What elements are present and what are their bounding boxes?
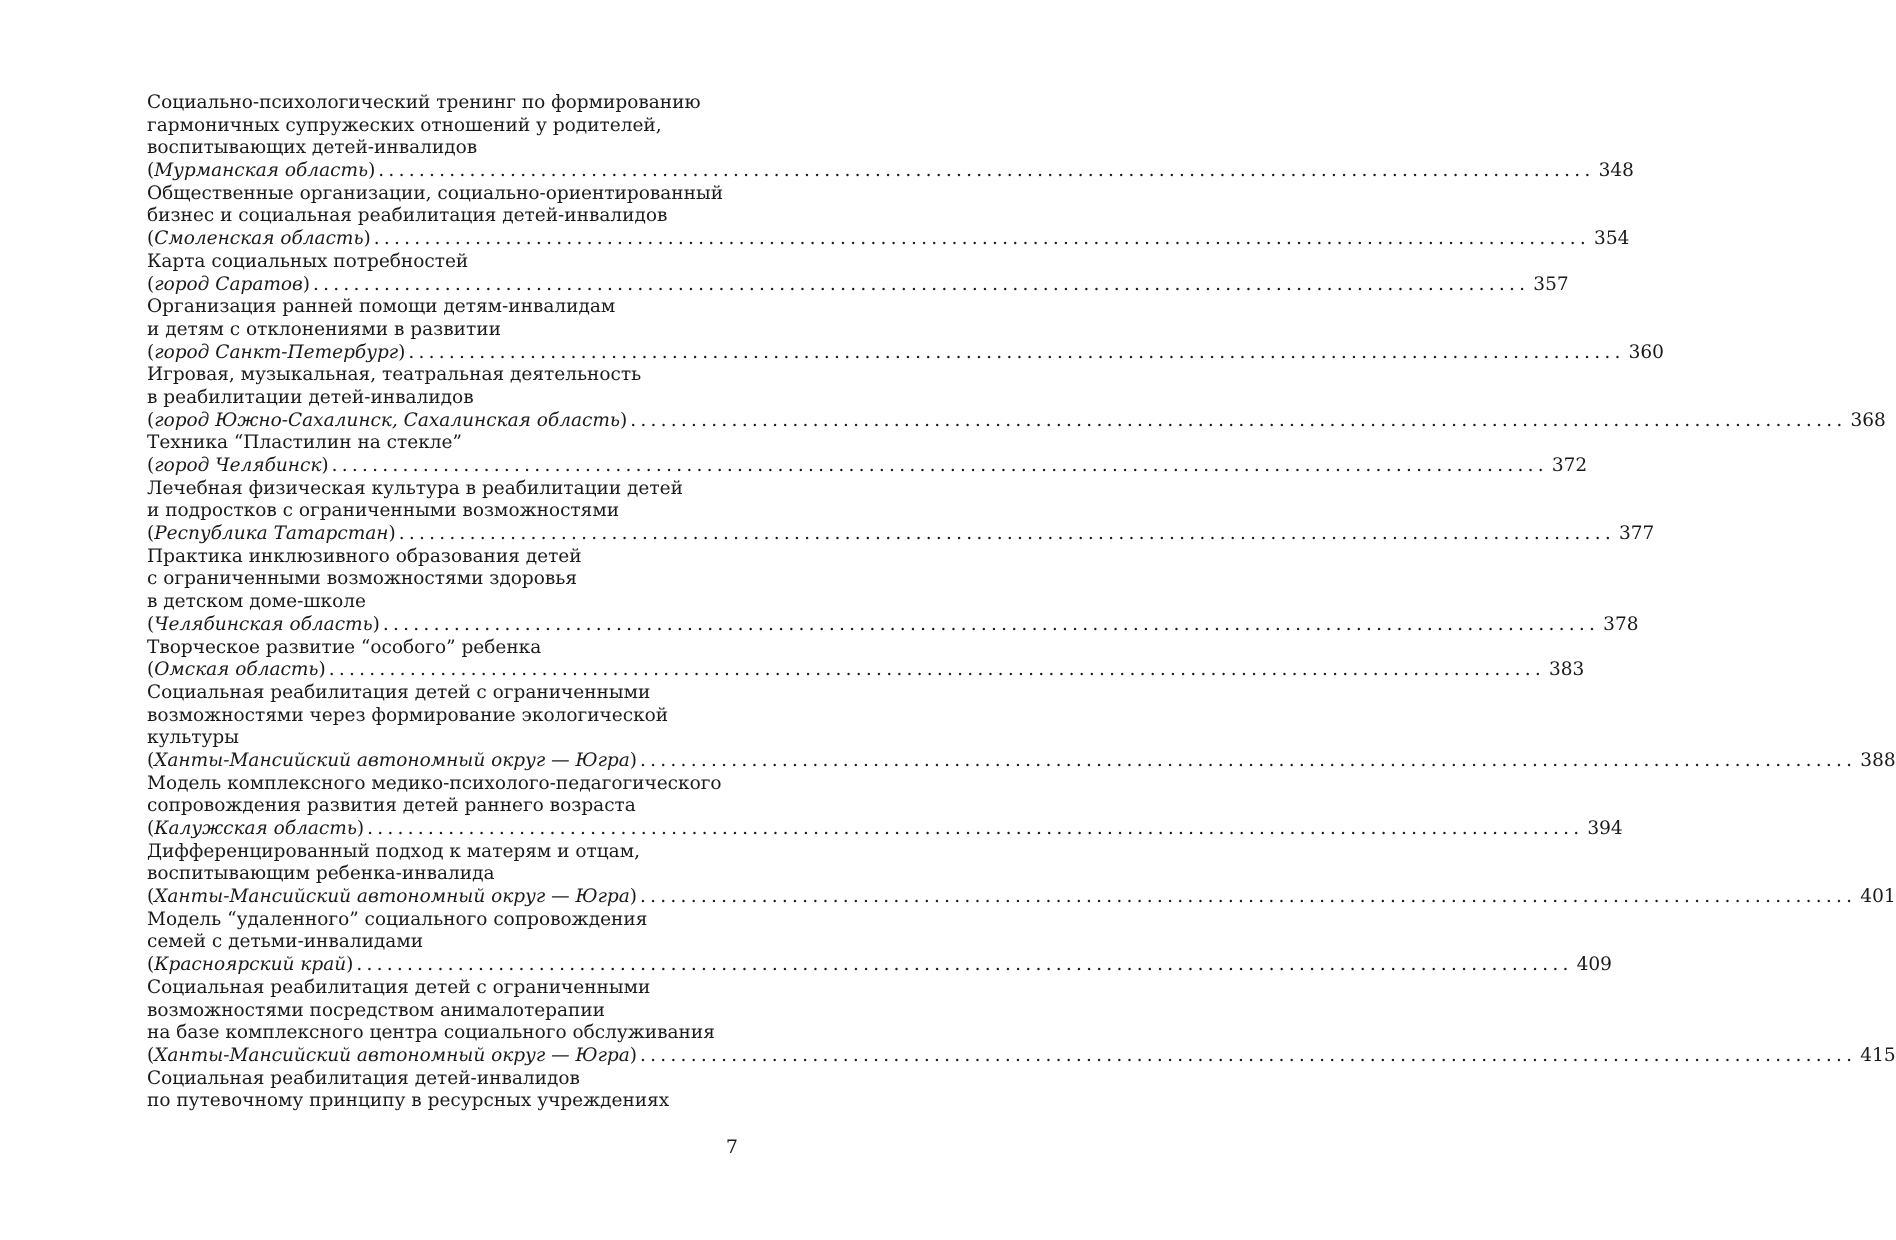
toc-entry-title-line: сопровождения развития детей раннего возраста <box>147 795 636 817</box>
toc-entry <box>147 432 1588 477</box>
toc-entry-reference-line <box>147 228 1630 251</box>
toc-entry-region-wrapper: (Челябинская область) <box>147 613 380 635</box>
toc-entry <box>147 477 1655 546</box>
toc-entry-title-line: Лечебная физическая культура в реабилитации детей <box>147 477 683 499</box>
dot-leader: ........................................................................................................................ <box>382 613 1600 635</box>
toc-entry <box>147 772 1623 841</box>
toc-entry-region-wrapper: (Ханты-Мансийский автономный округ — Югра) <box>147 886 638 908</box>
toc-entry-title-line: Социальная реабилитация детей с ограниченными <box>147 976 651 998</box>
toc-entry-title-line: Общественные организации, социально-ориентированный <box>147 182 724 204</box>
toc-entry <box>147 1068 737 1113</box>
dot-leader: ........................................................................................................................ <box>331 455 1548 476</box>
toc-entry <box>147 545 1639 637</box>
toc-entry-title-line: возможностями через формирование экологической <box>147 704 669 726</box>
toc-entry-title-line: в реабилитации детей-инвалидов <box>147 386 474 408</box>
toc-entry-region: город Южно-Сахалинск, Сахалинская область <box>154 409 620 431</box>
toc-entry-region-wrapper: (город Санкт-Петербург) <box>147 341 406 363</box>
toc-entry-region-wrapper: (Омская область) <box>147 659 326 681</box>
toc-entry-title-line: Модель “удаленного” социального сопровождения <box>147 908 648 930</box>
toc-entry-title-line: бизнес и социальная реабилитация детей-инвалидов <box>147 205 668 227</box>
toc-entry-region: город Саратов <box>154 273 303 295</box>
toc-entry-title-line: гармоничных супружеских отношений у родителей, <box>147 114 662 136</box>
toc-entry-title-line: с ограниченными возможностями здоровья <box>147 568 578 590</box>
toc-entry-page-number: 372 <box>1551 455 1588 476</box>
toc-entry-reference-line <box>147 954 1612 977</box>
toc-entry-reference-line <box>147 818 1623 841</box>
toc-entry <box>147 908 1612 977</box>
toc-entry-reference-line <box>147 455 1588 478</box>
toc-entry-region: Омская область <box>154 659 319 681</box>
toc-entry <box>147 296 1664 364</box>
dot-leader: ........................................................................................................................ <box>328 659 1546 681</box>
toc-entry-title-line: Практика инклюзивного образования детей <box>147 545 582 567</box>
toc-entry-region: Республика Татарстан <box>154 523 389 545</box>
toc-entry-title-line: семей с детьми-инвалидами <box>147 931 424 953</box>
dot-leader: ........................................................................................................................ <box>378 160 1595 182</box>
toc-entry-region: Красноярский край <box>154 954 347 976</box>
toc-entry-title-line: Социальная реабилитация детей-инвалидов <box>147 1067 580 1089</box>
toc-entry-region: Ханты-Мансийский автономный округ — Югра <box>154 1044 630 1066</box>
toc-entry-region-wrapper: (город Челябинск) <box>147 455 329 476</box>
toc-entry-title-line: Карта социальных потребностей <box>147 250 469 272</box>
toc-entry-page-number: 377 <box>1618 523 1655 545</box>
toc-entry-page-number: 394 <box>1587 818 1623 839</box>
dot-leader: ........................................................................................................................ <box>367 818 1584 839</box>
dot-leader: ........................................................................................................................ <box>630 409 1847 431</box>
toc-entry <box>147 681 1896 773</box>
toc-entry-title-line: Организация ранней помощи детям-инвалидам <box>147 296 616 318</box>
toc-entry-title-line: Дифференцированный подход к матерям и отцам, <box>147 840 640 862</box>
toc-entry-region: Ханты-Мансийский автономный округ — Югра <box>154 886 630 908</box>
toc-entry-title-line: воспитывающим ребенка-инвалида <box>147 863 495 885</box>
toc-entry-title-line: и подростков с ограниченными возможностями <box>147 500 620 522</box>
toc-entry-title-line: Модель комплексного медико-психолого-педагогического <box>147 772 722 794</box>
toc-entry-region: Смоленская область <box>154 228 364 250</box>
toc-entry-reference-line <box>147 613 1639 637</box>
toc-entry-reference-line <box>147 1044 1896 1068</box>
toc-entry-title-line: Социально-психологический тренинг по формированию <box>147 92 701 113</box>
toc-entry-page-number: 378 <box>1603 613 1639 635</box>
toc-entry-region: Мурманская область <box>154 160 369 182</box>
toc-entry-title-line: культуры <box>147 727 239 749</box>
toc-entry-page-number: 348 <box>1598 160 1634 182</box>
toc-entry <box>147 182 1630 251</box>
toc-entry-region: Челябинская область <box>154 613 373 635</box>
toc-entry <box>147 92 1634 183</box>
toc-entry-title-line: Социальная реабилитация детей с ограниченными <box>147 681 651 703</box>
dot-leader: ........................................................................................................................ <box>640 886 1857 908</box>
page-number: 7 <box>725 1136 738 1158</box>
toc-entry-page-number: 415 <box>1860 1044 1896 1066</box>
toc-entry-region: город Челябинск <box>154 455 322 476</box>
toc-entry-reference-line <box>147 749 1896 773</box>
toc-entry-reference-line <box>147 886 1896 909</box>
toc-entry-reference-line <box>147 659 1585 682</box>
table-of-contents <box>147 92 1896 1113</box>
toc-entry-region: Калужская область <box>154 818 357 839</box>
toc-entry <box>147 976 1896 1068</box>
toc-entry-region-wrapper: (Ханты-Мансийский автономный округ — Югра) <box>147 749 638 771</box>
toc-entry-region-wrapper: (Смоленская область) <box>147 228 371 250</box>
toc-entry-region: Ханты-Мансийский автономный округ — Югра <box>154 749 630 771</box>
toc-entry-title-line: Техника “Пластилин на стекле” <box>147 432 462 454</box>
toc-entry <box>147 364 1886 432</box>
toc-entry-title-line: и детям с отклонениями в развитии <box>147 318 501 340</box>
dot-leader: ........................................................................................................................ <box>640 1044 1857 1066</box>
dot-leader: ........................................................................................................................ <box>356 954 1573 976</box>
toc-entry-region: город Санкт-Петербург <box>154 341 399 363</box>
toc-entry-reference-line <box>147 409 1886 433</box>
toc-entry-page-number: 357 <box>1533 273 1569 295</box>
toc-entry-region-wrapper: (город Саратов) <box>147 273 311 295</box>
dot-leader: ........................................................................................................................ <box>640 749 1857 771</box>
toc-entry <box>147 840 1896 909</box>
toc-entry <box>147 636 1585 682</box>
toc-entry <box>147 250 1569 296</box>
toc-entry-page-number: 409 <box>1576 954 1612 976</box>
toc-entry-reference-line <box>147 341 1664 365</box>
toc-entry-page-number: 401 <box>1860 886 1896 908</box>
toc-entry-reference-line <box>147 523 1655 546</box>
toc-entry-page-number: 354 <box>1594 228 1630 250</box>
dot-leader: ........................................................................................................................ <box>373 228 1591 250</box>
toc-entry-title-line: на базе комплексного центра социального обслуживания <box>147 1022 715 1044</box>
toc-entry-page-number: 360 <box>1628 341 1664 363</box>
toc-entry-region-wrapper: (Ханты-Мансийский автономный округ — Югра) <box>147 1044 638 1066</box>
toc-entry-region-wrapper: (Красноярский край) <box>147 954 354 976</box>
toc-entry-region-wrapper: (Мурманская область) <box>147 160 376 182</box>
toc-entry-reference-line <box>147 273 1569 297</box>
dot-leader: ........................................................................................................................ <box>408 341 1625 363</box>
toc-entry-title-line: возможностями посредством анималотерапии <box>147 999 606 1021</box>
toc-entry-title-line: Игровая, музыкальная, театральная деятельность <box>147 364 642 386</box>
toc-entry-title-line: Творческое развитие “особого” ребенка <box>147 636 542 658</box>
dot-leader: ........................................................................................................................ <box>313 273 1530 295</box>
toc-entry-region-wrapper: (Республика Татарстан) <box>147 523 396 545</box>
toc-entry-region-wrapper: (город Южно-Сахалинск, Сахалинская область) <box>147 409 628 431</box>
toc-entry-region-wrapper: (Калужская область) <box>147 818 365 839</box>
toc-entry-reference-line <box>147 160 1634 183</box>
dot-leader: ........................................................................................................................ <box>398 523 1615 545</box>
toc-entry-title-line: воспитывающих детей-инвалидов <box>147 137 478 159</box>
toc-entry-page-number: 383 <box>1549 659 1585 681</box>
toc-entry-page-number: 388 <box>1860 749 1896 771</box>
toc-entry-title-line: по путевочному принципу в ресурсных учреждениях <box>147 1090 670 1112</box>
toc-entry-page-number: 368 <box>1850 409 1886 431</box>
toc-entry-title-line: в детском доме-школе <box>147 591 366 613</box>
